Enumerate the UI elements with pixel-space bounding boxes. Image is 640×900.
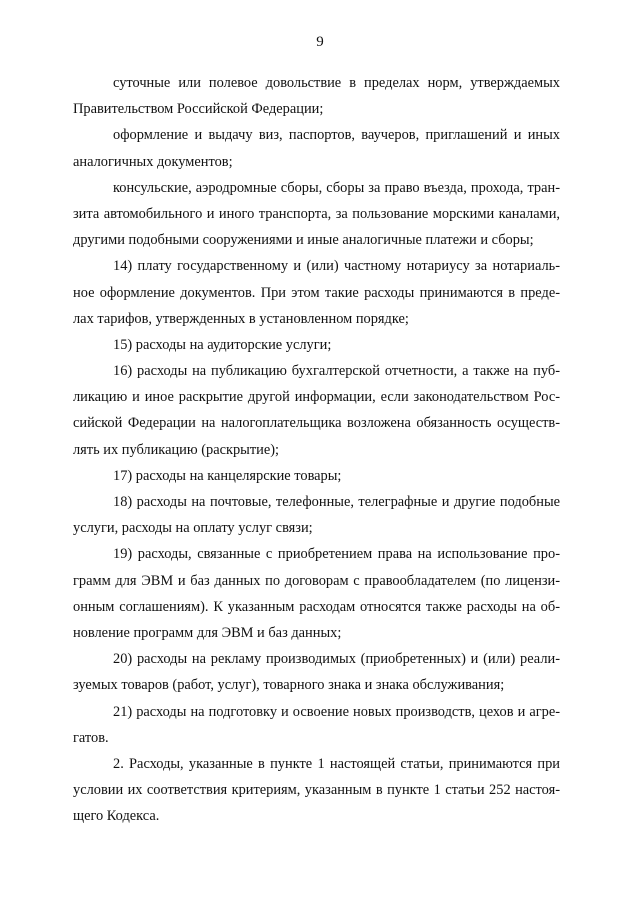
text-line: 20) расходы на рекламу производимых (приобретенных) и (или) реали- [113,651,560,668]
paragraph-item-21 [73,699,560,751]
text-line: услуги, расходы на оплату услуг связи; [73,520,313,537]
text-line: онным соглашениям). К указанным расходам относятся также расходы на об- [73,598,560,615]
text-line: ное оформление документов. При этом такие расходы принимаются в преде- [73,284,560,301]
text-line: сийской Федерации на налогоплательщика возложена обязанность осуществ- [73,415,560,432]
text-line: 15) расходы на аудиторские услуги; [113,336,332,353]
paragraph-visas [73,122,560,174]
text-line: щего Кодекса. [73,808,160,825]
text-line: зита автомобильного и иного транспорта, за пользование морскими каналами, [73,205,560,222]
text-line: 16) расходы на публикацию бухгалтерской отчетности, а также на пуб- [113,363,560,380]
text-line: 14) плату государственному и (или) частному нотариусу за нотариаль- [113,258,560,275]
text-line: лах тарифов, утвержденных в установленном порядке; [73,310,409,327]
paragraph-item-15 [73,332,560,358]
text-line: оформление и выдачу виз, паспортов, ваучеров, приглашений и иных [113,127,560,144]
paragraph-per-diem [73,70,560,122]
paragraph-item-17 [73,463,560,489]
text-line: грамм для ЭВМ и баз данных по договорам с правообладателем (по лицензи- [73,572,560,589]
page-number: 9 [316,34,324,50]
text-line: условии их соответствия критериям, указанным в пункте 1 статьи 252 настоя- [73,782,560,799]
text-line: суточные или полевое довольствие в пределах норм, утверждаемых [113,75,560,91]
text-line: 21) расходы на подготовку и освоение новых производств, цехов и агре- [113,703,560,720]
text-line: 19) расходы, связанные с приобретением права на использование про- [113,546,560,563]
text-line: аналогичных документов; [73,153,233,170]
text-line: зуемых товаров (работ, услуг), товарного знака и знака обслуживания; [73,677,505,694]
paragraph-section-2 [73,751,560,830]
text-line: новление программ для ЭВМ и баз данных; [73,624,342,641]
text-line: 2. Расходы, указанные в пункте 1 настоящей статьи, принимаются при [113,755,560,772]
paragraph-item-16 [73,358,560,463]
paragraph-item-20 [73,646,560,698]
text-line: лять их публикацию (раскрытие); [73,441,279,458]
text-line: Правительством Российской Федерации; [73,101,324,118]
text-line: консульские, аэродромные сборы, сборы за право въезда, прохода, тран- [113,179,560,196]
text-line: ликацию и иное раскрытие другой информации, если законодательством Рос- [73,389,560,406]
text-line: 18) расходы на почтовые, телефонные, телеграфные и другие подобные [113,494,560,510]
text-line: другими подобными сооружениями и иные аналогичные платежи и сборы; [73,232,534,249]
paragraph-item-14 [73,253,560,332]
document-body [73,70,560,829]
paragraph-consular-fees [73,175,560,254]
paragraph-item-18 [73,489,560,541]
text-line: 17) расходы на канцелярские товары; [113,467,342,484]
paragraph-item-19 [73,541,560,646]
text-line: гатов. [73,729,109,746]
